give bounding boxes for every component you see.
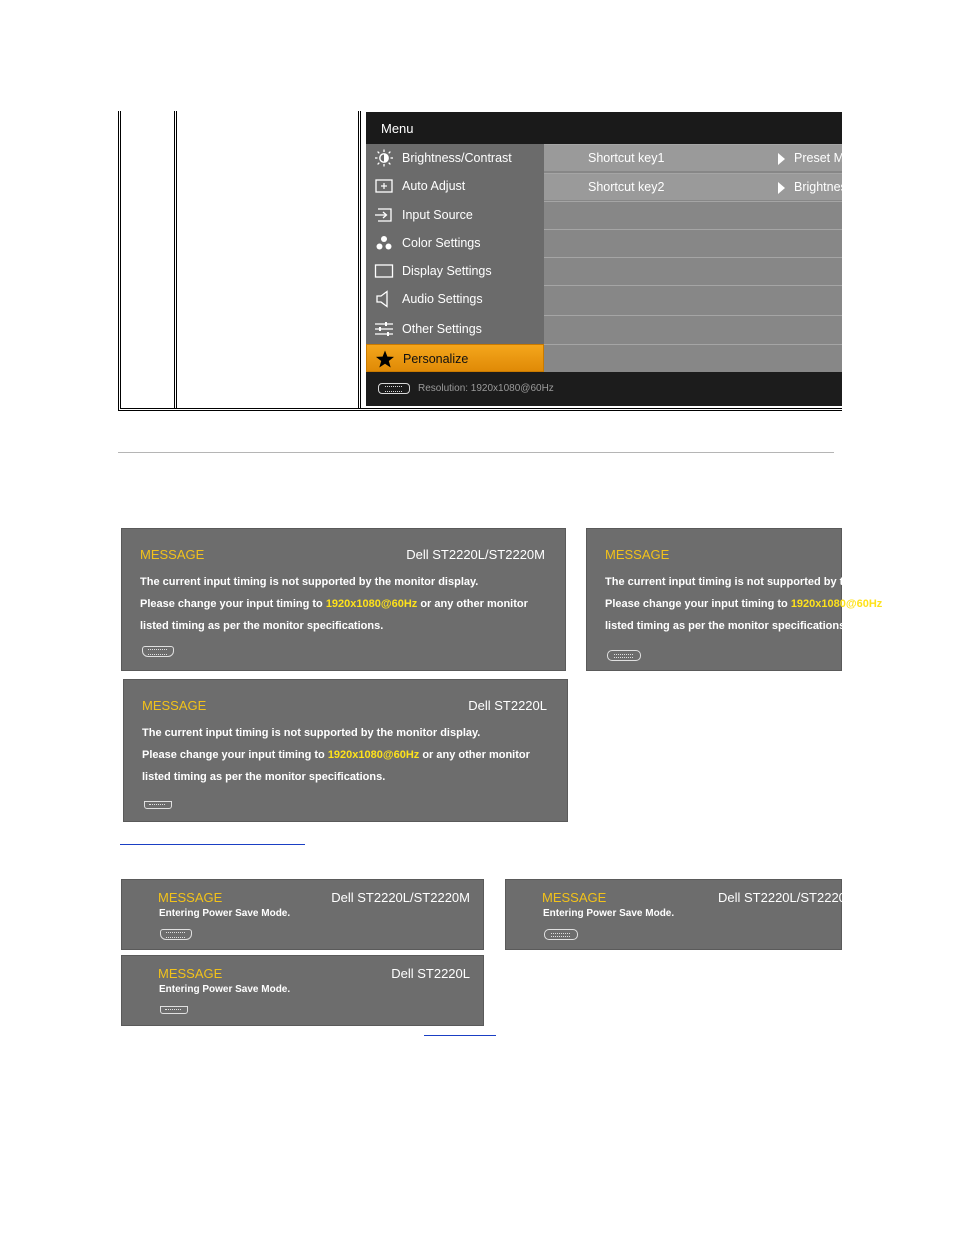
message-line [605,598,882,610]
table-column-divider [174,111,177,409]
message-model: Dell ST2220L/ST2220M [406,547,545,562]
osd-item-auto-adjust[interactable] [366,172,544,200]
osd-item-other-settings[interactable] [366,315,544,343]
osd-item-brightness-contrast[interactable] [366,144,544,172]
message-title: MESSAGE [542,890,607,905]
timing-highlight: 1920x1080@60Hz [325,598,418,610]
message-text: Please change your input timing to [140,598,326,610]
power-save-box-dvi [505,879,857,950]
message-title: MESSAGE [142,698,207,713]
power-save-box-vga [121,879,484,950]
empty-row [544,201,842,228]
osd-item-label: Brightness/Contrast [402,151,512,165]
link-underline[interactable] [424,1035,496,1036]
link-underline[interactable] [120,844,305,845]
shortcut-key2-row[interactable] [544,173,904,200]
empty-row [544,285,842,312]
message-line: The current input timing is not supported by the monitor display. [140,576,479,588]
message-box-dvi [586,528,944,671]
section-divider [118,452,834,453]
osd-item-display-settings[interactable] [366,257,544,285]
empty-row [544,344,842,371]
osd-menu [366,112,904,406]
message-text: or any other monitor [419,749,530,761]
empty-row [544,315,842,342]
message-line [142,749,530,761]
message-line: Entering Power Save Mode. [159,984,291,995]
dvi-port-icon [544,929,578,940]
osd-item-label: Personalize [403,352,469,366]
message-line: Entering Power Save Mode. [543,908,675,919]
osd-item-color-settings[interactable] [366,229,544,257]
star-icon [375,350,395,368]
message-box-vga [121,528,566,671]
auto-adjust-icon [374,177,394,195]
osd-item-label: Input Source [402,208,473,222]
message-title: MESSAGE [140,547,205,562]
resolution-readout: Resolution: 1920x1080@60Hz [418,383,554,394]
display-settings-icon [374,262,394,280]
power-save-box-hdmi [121,955,484,1026]
shortcut-key2-value: Brightness/Contrast [794,180,904,194]
shortcut-key2-label: Shortcut key2 [588,180,665,194]
message-text: Please change your input timing to [605,598,791,610]
vga-port-icon [142,646,174,657]
message-line: The current input timing is not supported by the monitor display. [142,727,481,739]
message-line: listed timing as per the monitor specifications. [140,620,384,632]
message-line [140,598,528,610]
hdmi-port-icon [144,801,172,809]
brightness-icon [374,149,394,167]
timing-highlight: 1920x1080@60Hz [790,598,883,610]
osd-item-label: Display Settings [402,264,492,278]
message-line: The current input timing is not supported by the monitor display. [605,576,944,588]
message-line: listed timing as per the monitor specifications. [605,620,849,632]
osd-item-label: Other Settings [402,322,482,336]
shortcut-key1-value: Preset Modes [794,151,872,165]
message-line: Entering Power Save Mode. [159,908,291,919]
empty-row [544,229,842,256]
message-line: listed timing as per the monitor specifications. [142,771,386,783]
shortcut-key1-row[interactable] [544,144,872,171]
message-title: MESSAGE [158,966,223,981]
hdmi-port-icon [160,1006,188,1014]
timing-highlight: 1920x1080@60Hz [327,749,420,761]
dvi-port-icon [607,650,641,661]
message-box-hdmi [123,679,568,822]
message-title: MESSAGE [158,890,223,905]
vga-port-icon [378,383,410,394]
empty-row [544,257,842,284]
message-model: Dell ST2220L/ST2220M [331,890,470,905]
vga-port-icon [160,929,192,940]
osd-item-input-source[interactable] [366,201,544,229]
message-text: or any other monitor [417,598,528,610]
osd-item-label: Audio Settings [402,292,483,306]
message-model: Dell ST2220L [468,698,547,713]
arrow-right-icon [778,182,785,194]
message-model: Dell ST2220L [391,966,470,981]
osd-item-label: Color Settings [402,236,481,250]
message-text: Please change your input timing to [142,749,328,761]
message-title: MESSAGE [605,547,670,562]
audio-settings-icon [374,290,394,308]
arrow-right-icon [778,153,785,165]
osd-item-personalize[interactable] [366,344,544,372]
input-source-icon [374,206,394,224]
color-settings-icon [374,234,394,252]
shortcut-key1-label: Shortcut key1 [588,151,665,165]
osd-footer [366,372,842,406]
other-settings-icon [374,320,394,338]
message-model: Dell ST2220L/ST2220M [718,890,857,905]
osd-item-label: Auto Adjust [402,179,466,193]
osd-menu-title: Menu [366,112,842,144]
osd-item-audio-settings[interactable] [366,285,544,313]
table-column-divider [358,111,361,409]
